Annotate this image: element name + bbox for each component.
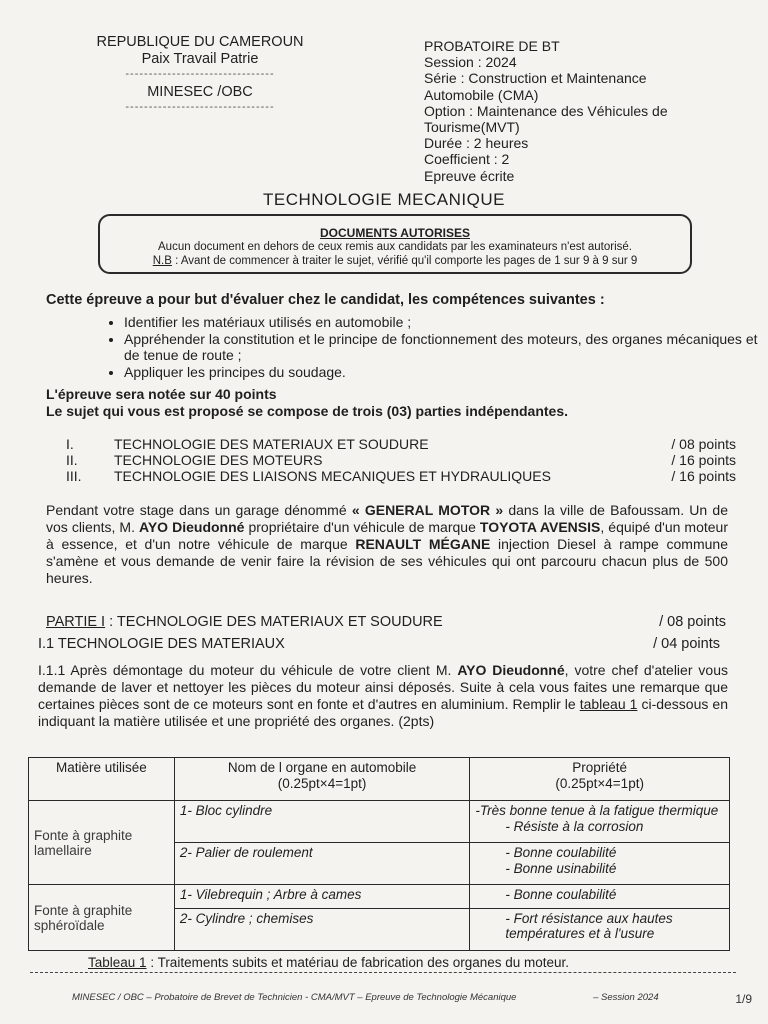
organ-cell: 1- Bloc cylindre <box>174 801 470 843</box>
material-cell: Fonte à graphite lamellaire <box>29 801 175 885</box>
part-points: / 08 points <box>671 436 736 452</box>
partie-label: PARTIE I <box>46 614 106 630</box>
exam-serie: Série : Construction et Maintenance <box>424 70 647 87</box>
composition-line: Le sujet qui vous est proposé se compose de trois (03) parties indépendantes. <box>46 402 569 419</box>
partie-title <box>46 614 443 630</box>
grading-info <box>46 386 746 419</box>
parts-list <box>66 436 736 485</box>
caption-text: : Traitements subits et matériau de fabrication des organes du moteur. <box>146 955 570 970</box>
footer-divider <box>30 972 736 973</box>
header-property-points: (0.25pt×4=1pt) <box>555 776 644 791</box>
table-reference: tableau 1 <box>579 696 638 712</box>
header-property-label: Propriété <box>572 760 628 775</box>
table-row <box>29 885 730 908</box>
property-cell: - Bonne coulabilité <box>470 885 730 908</box>
intro-text: Cette épreuve a pour but d'évaluer chez le candidat, les compétences suivantes : <box>46 292 605 308</box>
list-item: • Appliquer les principes du soudage. <box>124 364 764 381</box>
organ-cell: 2- Palier de roulement <box>174 843 470 885</box>
table-row <box>29 801 730 843</box>
property-cell <box>470 843 730 885</box>
exam-name: PROBATOIRE DE BT <box>424 38 560 54</box>
caption-label: Tableau 1 <box>88 955 147 970</box>
organ-cell: 1- Vilebrequin ; Arbre à cames <box>174 885 470 908</box>
footer-session: – Session 2024 <box>593 992 659 1003</box>
context-text: injection Diesel à rampe commune s'amène et vous demande de venir faire la révision de ses véhicules qui ont parcouru chacun plus de 500 heures. <box>46 536 728 586</box>
part-number: III. <box>66 468 82 485</box>
vehicle-2: RENAULT MÉGANE <box>355 536 491 552</box>
property-line: - Bonne coulabilité <box>505 845 617 861</box>
docs-heading: DOCUMENTS AUTORISES <box>319 226 470 240</box>
exam-session: Session : 2024 <box>424 54 517 71</box>
context-text: , équipé d'un moteur à essence, et d'un notre véhicule de marque <box>46 519 728 552</box>
header-material: Matière utilisée <box>29 758 175 801</box>
question-1-1-1 <box>38 662 728 730</box>
header-organ-label: Nom de l organe en automobile <box>227 760 417 775</box>
nb-text: : Avant de commencer à traiter le sujet, vérifié qu'il comporte les pages de 1 sur 9 à 9 sur 9 <box>171 255 638 267</box>
exam-type: Epreuve écrite <box>424 167 515 184</box>
footer-text: MINESEC / OBC – Probatoire de Brevet de Technicien - CMA/MVT – Epreuve de Technologie Mécanique <box>72 992 517 1003</box>
header-divider: -------------------------------- <box>125 101 275 113</box>
exam-coefficient: Coefficient : 2 <box>424 151 510 168</box>
question-text: ci-dessous en indiquant la matière utilisée et une propriété des organes. (2pts) <box>38 696 728 729</box>
partie-rest: : TECHNOLOGIE DES MATERIAUX ET SOUDURE <box>105 614 443 630</box>
section-1-1-heading <box>38 636 720 652</box>
table-1 <box>28 757 730 951</box>
property-line: -Très bonne tenue à la fatigue thermique <box>475 803 719 819</box>
material-cell: Fonte à graphite sphéroïdale <box>29 885 175 951</box>
section-label: I.1 TECHNOLOGIE DES MATERIAUX <box>38 636 285 652</box>
vehicle-1: TOYOTA AVENSIS <box>479 519 601 535</box>
list-item: • Appréhender la constitution et le principe de fonctionnement des moteurs, des organes mécaniques et de tenue de route ; <box>124 331 764 364</box>
context-paragraph <box>46 502 728 587</box>
part-label: TECHNOLOGIE DES MOTEURS <box>114 452 323 469</box>
country-name: REPUBLIQUE DU CAMEROUN <box>96 34 304 50</box>
header-divider: -------------------------------- <box>125 68 275 80</box>
context-text: propriétaire d'un véhicule de marque <box>244 519 480 535</box>
question-text: , votre chef d'atelier vous demande de laver et nettoyer les pièces du moteur ainsi déposés. Suite à cela vous faites une remarque que certaines pièces sont de ce moteurs sont en fonte et d'autres en aluminium. Remplir le <box>38 662 728 712</box>
context-text: Pendant votre stage dans un garage dénommé <box>46 502 352 518</box>
part-number: I. <box>66 436 74 452</box>
exam-serie-cont: Automobile (CMA) <box>424 86 539 103</box>
partie-1-heading <box>46 614 726 630</box>
client-name: AYO Dieudonné <box>457 662 565 678</box>
property-line: - Bonne usinabilité <box>505 860 617 876</box>
header-right <box>424 38 744 184</box>
client-name: AYO Dieudonné <box>139 519 245 535</box>
organ-cell: 2- Cylindre ; chemises <box>174 908 470 950</box>
part-row <box>66 468 736 484</box>
national-motto: Paix Travail Patrie <box>141 51 259 67</box>
docs-nb-line <box>100 254 690 268</box>
partie-points: / 08 points <box>659 614 726 630</box>
part-points: / 16 points <box>671 452 736 469</box>
competences-list <box>100 314 764 380</box>
header-organ-points: (0.25pt×4=1pt) <box>277 776 367 791</box>
docs-line: Aucun document en dehors de ceux remis aux candidats par les examinateurs n'est autorisé. <box>158 241 632 253</box>
question-text: I.1.1 Après démontage du moteur du véhicule de votre client M. <box>38 662 458 678</box>
page-number: 1/9 <box>735 992 752 1006</box>
garage-name: « GENERAL MOTOR » <box>351 502 504 518</box>
property-cell <box>470 801 730 843</box>
notation-line: L'épreuve sera notée sur 40 points <box>46 386 277 402</box>
property-cell: - Fort résistance aux hautes températures et à l'usure <box>470 908 730 950</box>
list-item: • Identifier les matériaux utilisés en automobile ; <box>124 314 764 331</box>
part-number: II. <box>66 452 78 469</box>
part-row <box>66 436 736 452</box>
table-header-row <box>29 758 730 801</box>
part-label: TECHNOLOGIE DES MATERIAUX ET SOUDURE <box>114 436 429 452</box>
context-text: dans la ville de Bafoussam. Un de vos clients, M. <box>46 502 728 535</box>
authorized-documents-box <box>98 214 692 274</box>
property-line: - Résiste à la corrosion <box>505 818 644 834</box>
exam-duration: Durée : 2 heures <box>424 135 529 152</box>
ministry-name: MINESEC /OBC <box>147 84 253 100</box>
exam-option-cont: Tourisme(MVT) <box>424 119 520 136</box>
header-left <box>60 34 340 113</box>
header-organ <box>174 758 470 801</box>
part-row <box>66 452 736 468</box>
page-footer <box>72 992 752 1006</box>
part-label: TECHNOLOGIE DES LIAISONS MECANIQUES ET HYDRAULIQUES <box>114 468 551 485</box>
exam-option: Option : Maintenance des Véhicules de <box>424 102 668 119</box>
section-points: / 04 points <box>653 636 720 652</box>
page-title: TECHNOLOGIE MECANIQUE <box>263 190 505 209</box>
part-points: / 16 points <box>671 468 736 485</box>
header-property <box>470 758 730 801</box>
table-caption <box>88 955 708 970</box>
nb-label: N.B <box>152 255 172 267</box>
